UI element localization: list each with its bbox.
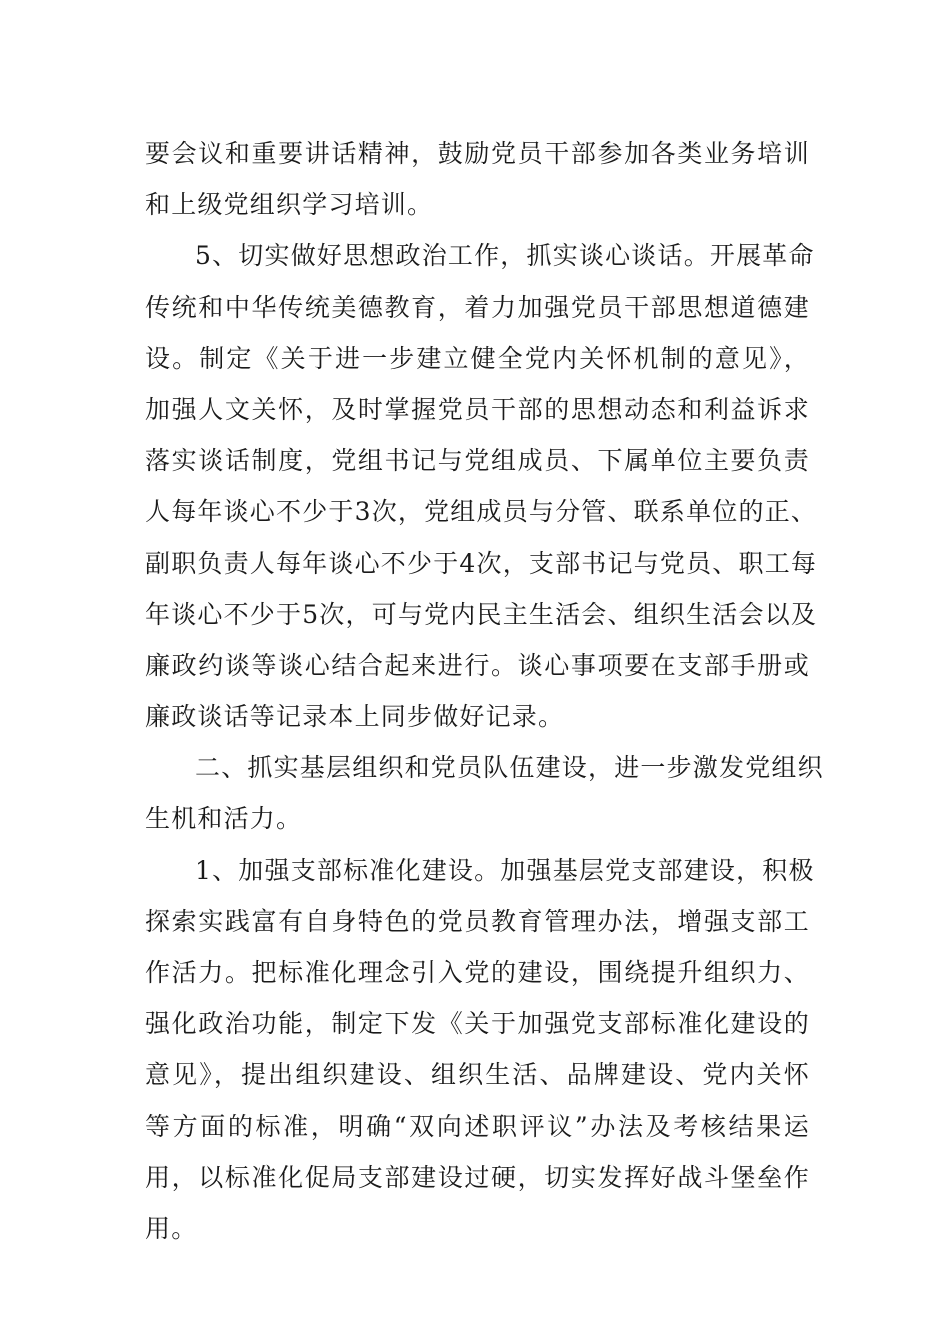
text-line: 副职负责人每年谈心不少于4次，支部书记与党员、职工每 <box>145 548 818 578</box>
text-line: 探索实践富有自身特色的党员教育管理办法，增强支部工 <box>145 906 810 936</box>
text-line: 传统和中华传统美德教育，着力加强党员干部思想道德建 <box>145 292 810 322</box>
text-line: 用。 <box>145 1213 198 1243</box>
text-line: 加强人文关怀，及时掌握党员干部的思想动态和利益诉求 <box>145 394 810 424</box>
text-line: 廉政约谈等谈心结合起来进行。谈心事项要在支部手册或 <box>145 650 810 680</box>
text-line: 廉政谈话等记录本上同步做好记录。 <box>145 702 565 732</box>
text-line: 要会议和重要讲话精神，鼓励党员干部参加各类业务培训 <box>145 139 810 168</box>
document-body <box>145 128 824 1254</box>
text-line: 和上级党组织学习培训。 <box>145 190 434 220</box>
text-line: 人每年谈心不少于3次，党组成员与分管、联系单位的正、 <box>145 497 818 527</box>
text-line: 落实谈话制度，党组书记与党组成员、下属单位主要负责 <box>145 446 810 476</box>
text-line: 强化政治功能，制定下发《关于加强党支部标准化建设的 <box>145 1009 810 1039</box>
text-line: 生机和活力。 <box>145 804 303 834</box>
text-line: 用，以标准化促局支部建设过硬，切实发挥好战斗堡垒作 <box>145 1162 810 1192</box>
text-line: 等方面的标准，明确“双向述职评议”办法及考核结果运 <box>145 1111 810 1141</box>
paragraph-start-line: 5、切实做好思想政治工作，抓实谈心谈话。开展革命 <box>195 241 815 271</box>
section-heading-line: 二、抓实基层组织和党员队伍建设，进一步激发党组织 <box>195 753 824 783</box>
text-line: 年谈心不少于5次，可与党内民主生活会、组织生活会以及 <box>145 599 818 629</box>
text-line: 意见》，提出组织建设、组织生活、品牌建设、党内关怀 <box>145 1060 810 1090</box>
text-line: 作活力。把标准化理念引入党的建设，围绕提升组织力、 <box>145 958 810 987</box>
text-line: 设。制定《关于进一步建立健全党内关怀机制的意见》， <box>145 343 810 373</box>
paragraph-start-line: 1、加强支部标准化建设。加强基层党支部建设，积极 <box>195 855 815 885</box>
